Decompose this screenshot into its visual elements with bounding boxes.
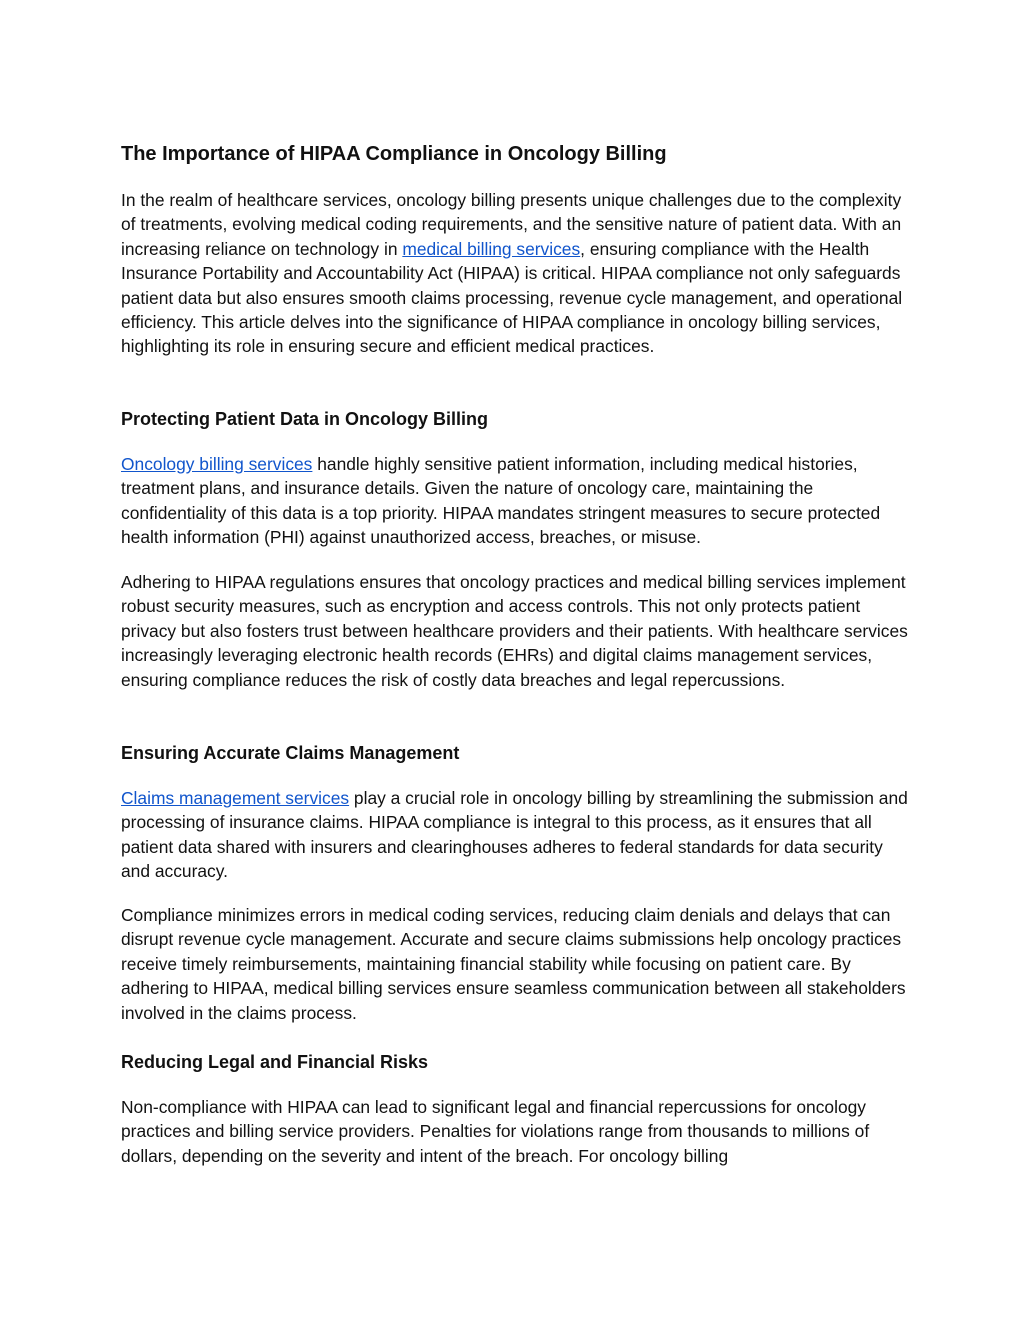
section3-paragraph1: Non-compliance with HIPAA can lead to significant legal and financial repercussions for oncology practices and billing service providers. Penalties for violations range from thousands to millions of dollars, depending on the severity and intent of the breach. For oncology billing xyxy=(121,1097,870,1166)
section1-paragraph1 xyxy=(121,452,911,550)
oncology-billing-services-link[interactable]: Oncology billing services xyxy=(121,454,313,474)
medical-billing-services-link[interactable]: medical billing services xyxy=(402,238,581,259)
section1-paragraph1-text: handle highly sensitive patient information, including medical histories, treatment plans, and insurance details. Given the nature of oncology care, maintaining the confidentiality of this data is a top priority. HIPAA mandates stringent measures to secure protected health information (PHI) against unauthorized access, breaches, or misuse. xyxy=(121,454,881,548)
section2-paragraph1 xyxy=(121,786,911,884)
intro-text-end: , ensuring compliance with the Health Insurance Portability and Accountability Act (HIPAA) is critical. HIPAA compliance not only safeguards patient data but also ensures smooth claims processing, revenue cycle management, and operational efficiency. This article delves into the significance of HIPAA compliance in oncology billing services, highlighting its role in ensuring secure and efficient medical practices. xyxy=(121,238,903,357)
page-title: The Importance of HIPAA Compliance in Oncology Billing xyxy=(121,143,667,165)
section-heading-legal-risks: Reducing Legal and Financial Risks xyxy=(121,1052,429,1072)
intro-paragraph xyxy=(121,188,911,359)
section-heading-protecting-data: Protecting Patient Data in Oncology Billing xyxy=(121,409,489,429)
section2-paragraph2: Compliance minimizes errors in medical coding services, reducing claim denials and delays that can disrupt revenue cycle management. Accurate and secure claims submissions help oncology practices receive timely reimbursements, maintaining financial stability while focusing on patient care. By adhering to HIPAA, medical billing services ensure seamless communication between all stakeholders involved in the claims process. xyxy=(121,905,906,1023)
intro-text-start: In the realm of healthcare services, oncology billing presents unique challenges due to the complexity of treatments, evolving medical coding requirements, and the sensitive nature of patient data. With an increasing reliance on technology in xyxy=(121,190,902,259)
claims-management-services-link[interactable]: Claims management services xyxy=(121,788,350,808)
section-heading-claims-management: Ensuring Accurate Claims Management xyxy=(121,743,460,763)
section1-paragraph2: Adhering to HIPAA regulations ensures that oncology practices and medical billing services implement robust security measures, such as encryption and access controls. This not only protects patient privacy but also fosters trust between healthcare providers and their patients. With healthcare services increasingly leveraging electronic health records (EHRs) and digital claims management services, ensuring compliance reduces the risk of costly data breaches and legal repercussions. xyxy=(121,572,908,690)
section2-paragraph1-text: play a crucial role in oncology billing by streamlining the submission and processing of insurance claims. HIPAA compliance is integral to this process, as it ensures that all patient data shared with insurers and clearinghouses adheres to federal standards for data security and accuracy. xyxy=(121,788,908,882)
